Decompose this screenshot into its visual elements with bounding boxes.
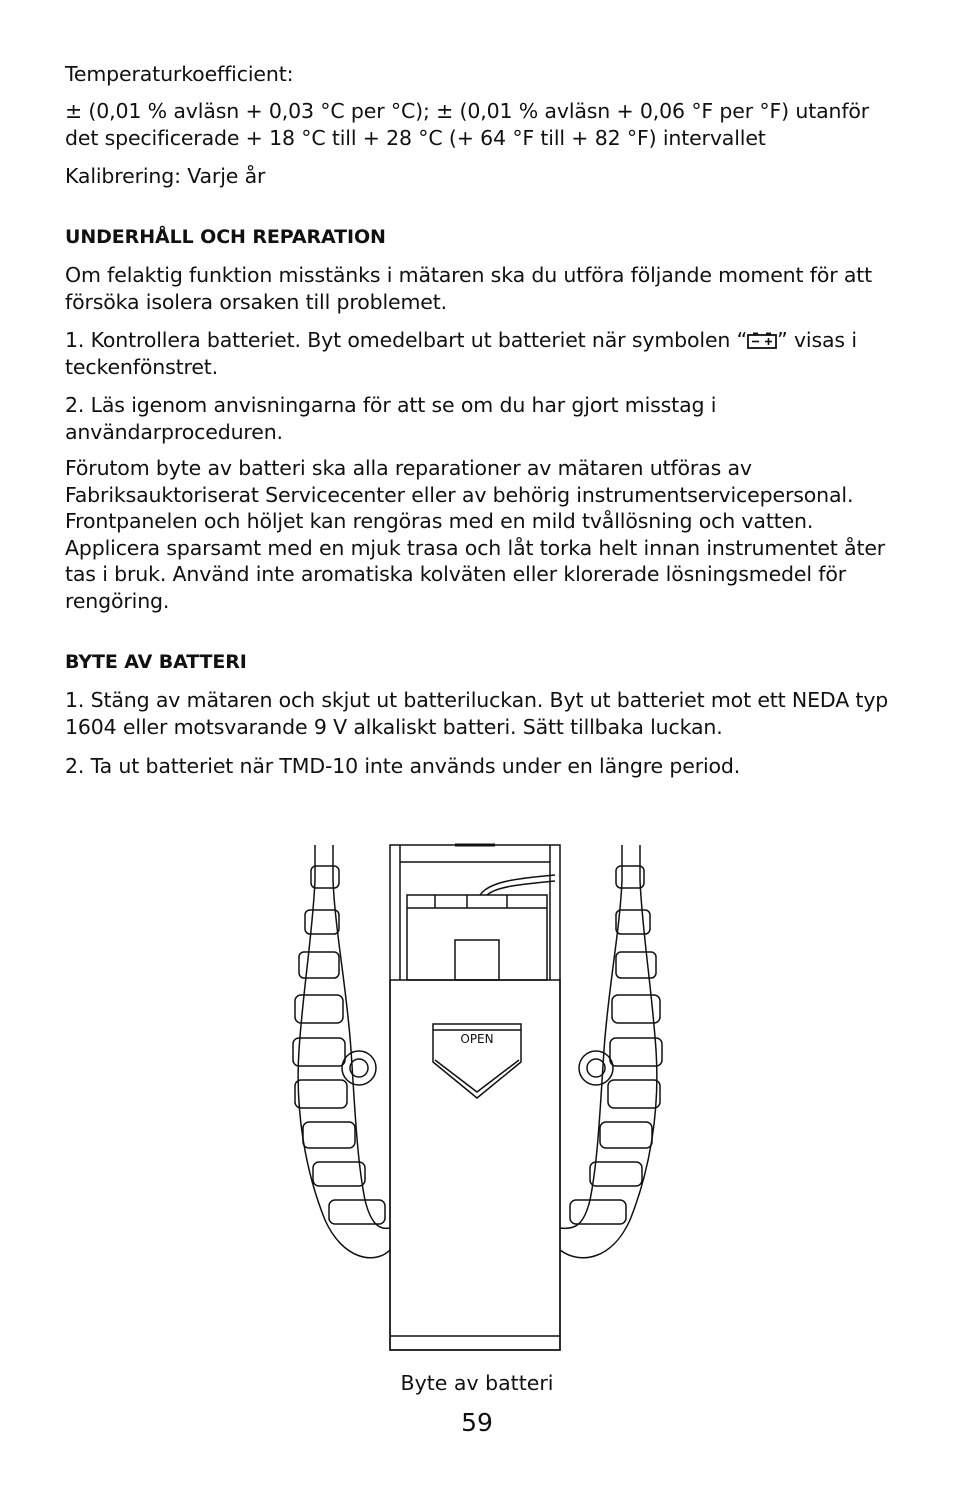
page-number: 59 — [461, 1408, 493, 1437]
step1-text-before: 1. Kontrollera batteriet. Byt omedelbart ut batteriet när symbolen “ — [65, 328, 748, 352]
service-paragraph: Förutom byte av batteri ska alla reparationer av mätaren utföras av Fabriksauktoriserat Servicecenter eller av behörig instrumentservicepersonal. Frontpanelen och höljet kan rengöras med en mild tvållösning och vatten. Applicera sparsamt med en mjuk trasa och låt torka helt innan instrumentet åter tas i bruk. Använd inte aromatiska kolväten eller klorerade lösningsmedel för rengöring. — [65, 456, 886, 613]
maintenance-step-1 — [65, 327, 905, 380]
calibration-text: Kalibrering: Varje år — [65, 164, 266, 188]
battery-step-1: 1. Stäng av mätaren och skjut ut batteriluckan. Byt ut batteriet mot ett NEDA typ 1604 eller motsvarande 9 V alkaliskt batteri. Sätt tillbaka luckan. — [65, 688, 889, 739]
maintenance-step-2: 2. Läs igenom anvisningarna för att se om du har gjort misstag i användarproceduren. — [65, 393, 717, 444]
battery-replacement-illustration — [285, 840, 670, 1360]
maintenance-intro: Om felaktig funktion misstänks i mätaren ska du utföra följande moment för att försöka isolera orsaken till problemet. — [65, 263, 873, 314]
battery-heading: BYTE AV BATTERI — [65, 651, 247, 673]
battery-low-icon — [747, 332, 777, 349]
temp-coeff-value: ± (0,01 % avläsn + 0,03 °C per °C); ± (0,01 % avläsn + 0,06 °F per °F) utanför det specificerade + 18 °C till + 28 °C (+ 64 °F till + 82 °F) intervallet — [65, 99, 870, 150]
battery-9v — [407, 875, 555, 980]
battery-step-2: 2. Ta ut batteriet när TMD-10 inte används under en längre period. — [65, 754, 741, 778]
step1-text-after: ” visas i teckenfönstret. — [65, 328, 857, 379]
left-probe-wire — [293, 845, 390, 1258]
maintenance-heading: UNDERHÅLL OCH REPARATION — [65, 226, 386, 248]
figure-caption: Byte av batteri — [400, 1371, 554, 1395]
temp-coeff-label: Temperaturkoefficient: — [65, 62, 294, 86]
meter-body — [390, 845, 560, 1350]
right-probe-wire — [560, 845, 662, 1258]
open-label: OPEN — [460, 1032, 494, 1046]
